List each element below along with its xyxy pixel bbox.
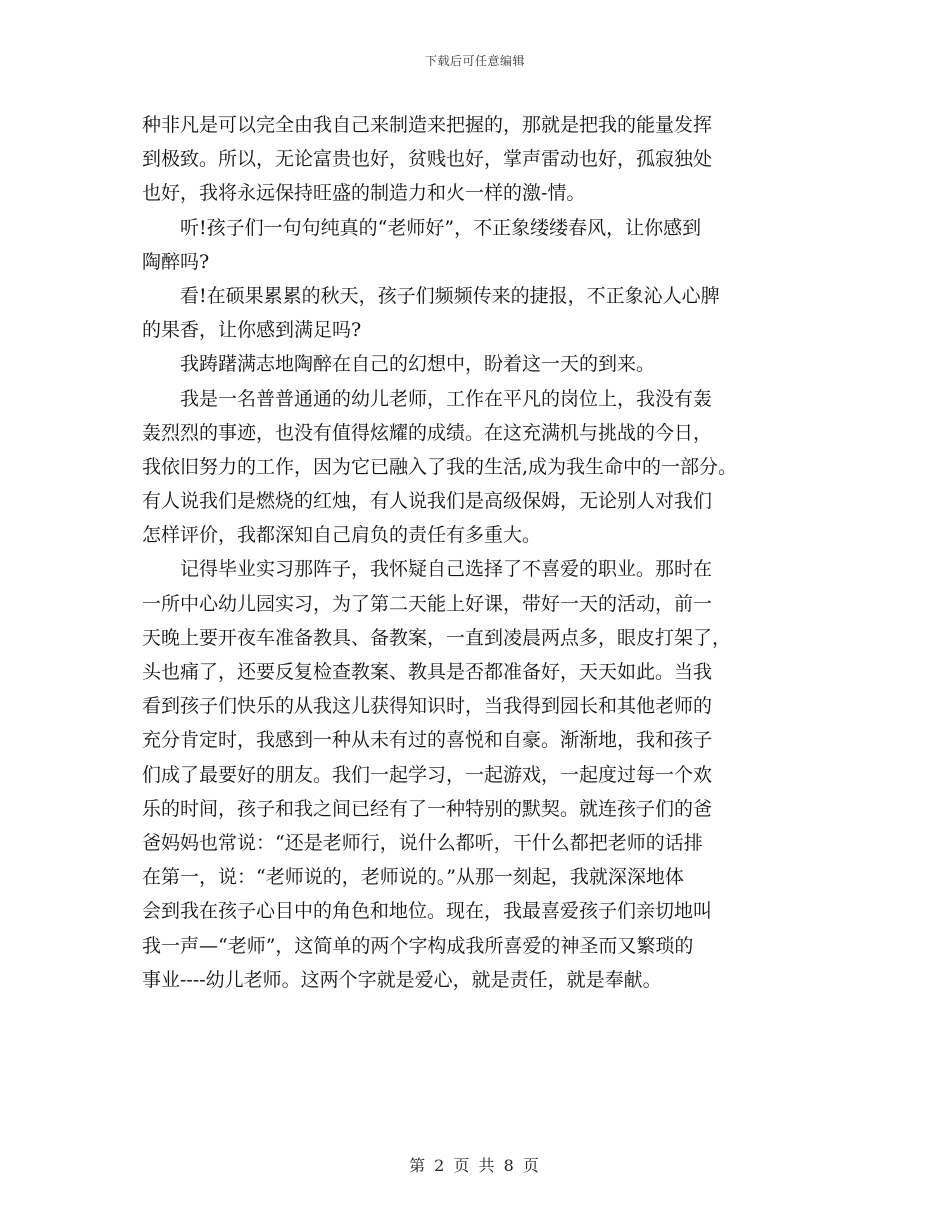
text-line: 事业----幼儿老师。这两个字就是爱心，就是责任，就是奉献。 xyxy=(142,968,662,991)
text-line: 轰烈烈的事迹，也没有值得炫耀的成绩。在这充满机与挑战的今日， xyxy=(142,421,713,444)
text-line: 会到我在孩子心目中的角色和地位。现在，我最喜爱孩子们亲切地叫 xyxy=(142,900,713,923)
body-text xyxy=(142,108,822,997)
text-line: 天晚上要开夜车准备教具、备教案，一直到凌晨两点多，眼皮打架了， xyxy=(142,626,732,649)
page-footer: 第 2 页 共 8 页 xyxy=(409,1156,541,1175)
text-line: 种非凡是可以完全由我自己来制造来把握的，那就是把我的能量发挥 xyxy=(142,114,713,136)
text-line: 充分肯定时，我感到一种从未有过的喜悦和自豪。渐渐地，我和孩子 xyxy=(142,729,713,752)
text-line: 到极致。所以，无论富贵也好，贫贱也好，掌声雷动也好，孤寂独处 xyxy=(142,148,713,171)
text-line: 我一声—“老师”，这简单的两个字构成我所喜爱的神圣而又繁琐的 xyxy=(142,934,694,957)
text-line: 乐的时间，孩子和我之间已经有了一种特别的默契。就连孩子们的爸 xyxy=(142,797,713,820)
text-line: 我是一名普普通通的幼儿老师，工作在平凡的岗位上，我没有轰 xyxy=(180,387,713,410)
text-line: 怎样评价，我都深知自己肩负的责任有多重大。 xyxy=(142,524,542,547)
text-line: 看到孩子们快乐的从我这儿获得知识时，当我得到园长和其他老师的 xyxy=(142,695,713,718)
text-line: 看!在硕果累累的秋天，孩子们频频传来的捷报，不正象沁人心脾 xyxy=(180,284,720,307)
text-line: 记得毕业实习那阵子，我怀疑自己选择了不喜爱的职业。那时在 xyxy=(180,558,713,581)
text-line: 一所中心幼儿园实习，为了第二天能上好课，带好一天的活动，前一 xyxy=(142,592,713,615)
text-line: 听!孩子们一句句纯真的“老师好”，不正象缕缕春风，让你感到 xyxy=(180,216,702,239)
text-line: 我踌躇满志地陶醉在自己的幻想中，盼着这一天的到来。 xyxy=(180,353,656,376)
text-line: 有人说我们是燃烧的红烛，有人说我们是高级保姆，无论别人对我们 xyxy=(142,490,713,513)
page-header: 下载后可任意编辑 xyxy=(424,54,525,68)
text-line: 陶醉吗? xyxy=(142,250,210,273)
text-line: 们成了最要好的朋友。我们一起学习，一起游戏，一起度过每一个欢 xyxy=(142,763,713,786)
text-line: 的果香，让你感到满足吗? xyxy=(142,319,362,342)
text-line: 我依旧努力的工作，因为它已融入了我的生活,成为我生命中的一部分。 xyxy=(142,455,738,478)
text-line: 爸妈妈也常说：“还是老师行，说什么都听，干什么都把老师的话排 xyxy=(142,831,703,854)
text-line: 在第一，说：“老师说的，老师说的。”从那一刻起，我就深深地体 xyxy=(142,866,684,889)
text-line: 头也痛了，还要反复检查教案、教具是否都准备好，天天如此。当我 xyxy=(142,661,713,683)
text-line: 也好，我将永远保持旺盛的制造力和火一样的激-情。 xyxy=(142,182,586,205)
